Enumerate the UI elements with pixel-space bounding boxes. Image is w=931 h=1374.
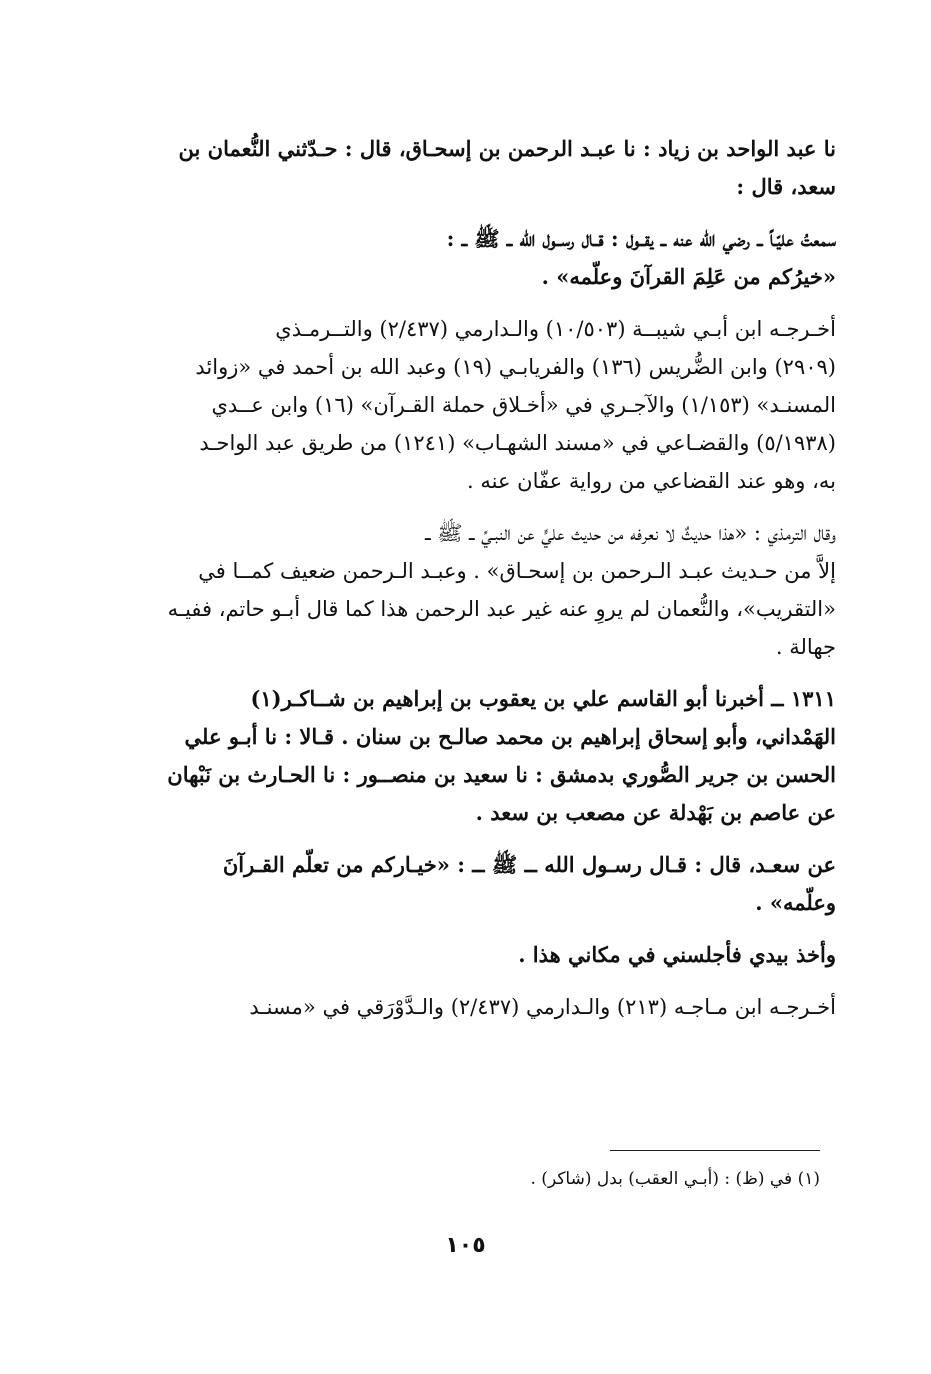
footnote-divider xyxy=(610,1150,820,1151)
paragraph-isnad-1 xyxy=(130,130,836,206)
text-line: جهالة . xyxy=(775,635,836,659)
footnote: (١) في (ظ) : (أبـي العقب) بدل (شاكر) . xyxy=(530,1169,820,1189)
paragraph-takhrij-2 xyxy=(130,988,836,1026)
text-line: وأخذ بيدي فأجلسني في مكاني هذا . xyxy=(518,942,836,967)
text-line: (٥/١٩٣٨) والقضـاعي في «مسند الشهـاب» (١٢٤١) من طريق عبد الواحـد xyxy=(199,431,836,455)
text-line: إلاَّ من حـديث عبـد الـرحمن بن إسحـاق» . وعبـد الـرحمن ضعيف كمــا في xyxy=(198,559,836,583)
text-line: به، وهو عند القضاعي من رواية عفّان عنه . xyxy=(467,469,836,493)
text-line: الحسن بن جرير الصُّوري بدمشق : نا سعيد بن منصــور : نا الحـارث بن نَبْهان xyxy=(167,762,836,787)
paragraph-hadith-1 xyxy=(130,220,836,296)
text-line: نا عبد الواحد بن زياد : نا عبـد الرحمن بن إسحـاق، قال : حـدّثني النُّعمان بن xyxy=(178,136,836,161)
paragraph-tirmidhi-comment xyxy=(130,514,836,666)
text-line: ١٣١١ ــ أخبرنا أبو القاسم علي بن يعقوب بن إبراهيم بن شــاكـر(١) xyxy=(250,686,836,711)
text-line: عن سعـد، قال : قـال رسـول الله ــ ﷺ ــ : «خيـاركم من تعلّم القـرآنَ xyxy=(222,852,836,877)
page-body xyxy=(130,130,836,1040)
paragraph-isnad-1311 xyxy=(130,680,836,832)
text-line: وقال الترمذي : «هذا حديثٌ لا نعرفه من حديث عليٍّ عن النبـيِّ ــ ﷺ ــ xyxy=(425,521,836,545)
text-line: سمعتُ عليّـاً ــ رضي الله عنه ــ يقــول : قــال رســول الله ــ ﷺ ــ : xyxy=(446,226,836,251)
page-number: ١٠٥ xyxy=(445,1233,486,1258)
text-line: الهَمْداني، وأبو إسحاق إبراهيم بن محمد صالـح بن سنان . قـالا : نا أبـو علي xyxy=(184,724,836,749)
paragraph-hadith-2 xyxy=(130,846,836,922)
text-line: «التقريب»، والنُّعمان لم يروِ عنه غير عبد الرحمن هذا كما قال أبـو حاتم، ففيـه xyxy=(167,597,836,621)
text-line: وعلّمه» . xyxy=(755,890,836,915)
text-line: أخـرجـه ابن مـاجـه (٢١٣) والـدارمي (٢/٤٣٧) والـدَّوْرَقي في «مسنـد xyxy=(249,995,836,1019)
paragraph-hadith-2-cont xyxy=(130,936,836,974)
text-line: عن عاصم بن بَهْدلة عن مصعب بن سعد . xyxy=(475,800,836,825)
text-line: (٢٩٠٩) وابن الضُّريس (١٣٦) والفريابـي (١٩) وعبد الله بن أحمد في «زوائد xyxy=(195,355,836,379)
text-line: أخـرجـه ابن أبـي شيبــة (١٠/٥٠٣) والـدارمي (٢/٤٣٧) والتــرمـذي xyxy=(275,317,836,341)
text-line: المسنـد» (١/١٥٣) والآجـري في «أخـلاق حملة القـرآن» (١٦) وابن عــدي xyxy=(211,393,836,417)
text-line: سعد، قال : xyxy=(736,174,836,199)
paragraph-takhrij-1 xyxy=(130,310,836,500)
text-line: «خيرُكم من عَلِمَ القرآنَ وعلّمه» . xyxy=(541,264,836,289)
